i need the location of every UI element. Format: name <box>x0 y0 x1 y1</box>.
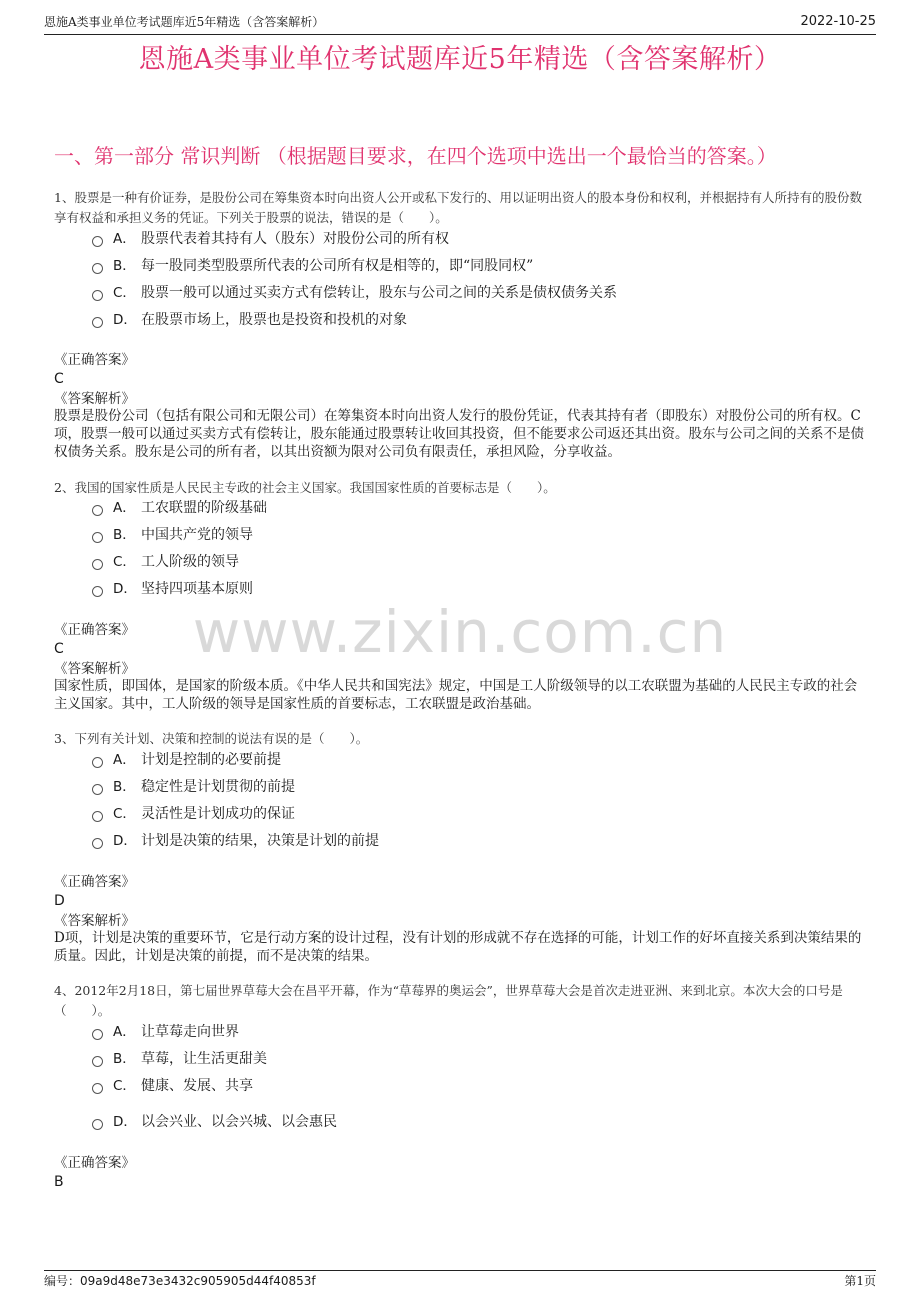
question-2-option-a[interactable]: A． 工农联盟的阶级基础 <box>92 497 267 519</box>
question-2-answer: C <box>54 641 64 657</box>
question-4-option-d[interactable]: D． 以会兴业、以会兴城、以会惠民 <box>92 1111 337 1133</box>
question-4-stem: 4、2012年2月18日，第七届世界草莓大会在昌平开幕，作为“草莓界的奥运会”，世界草莓大会是首次走进亚洲、来到北京。本次大会的口号是（ ）。 <box>54 983 843 1018</box>
page-title: 恩施A类事业单位考试题库近5年精选（含答案解析） <box>138 44 782 75</box>
analysis-label: 《答案解析》 <box>54 661 135 677</box>
header-doc-title: 恩施A类事业单位考试题库近5年精选（含答案解析） <box>44 15 325 29</box>
radio-icon[interactable] <box>92 757 103 768</box>
header-date: 2022-10-25 <box>800 14 876 29</box>
page-header <box>44 12 876 35</box>
analysis-label: 《答案解析》 <box>54 913 135 929</box>
question-1-option-d[interactable]: D． 在股票市场上，股票也是投资和投机的对象 <box>92 309 407 331</box>
radio-icon[interactable] <box>92 559 103 570</box>
question-4-option-c[interactable]: C． 健康、发展、共享 <box>92 1075 253 1097</box>
question-1-stem: 1、股票是一种有价证券，是股份公司在筹集资本时向出资人公开或私下发行的、用以证明出资人的股本身份和权利，并根据持有人所持有的股份数享有权益和承担义务的凭证。下列关于股票的说法，错误的是（ ）。 <box>54 190 862 225</box>
radio-icon[interactable] <box>92 1119 103 1130</box>
question-1-option-b[interactable]: B． 每一股同类型股票所代表的公司所有权是相等的，即“同股同权” <box>92 255 533 277</box>
question-3-stem: 3、下列有关计划、决策和控制的说法有误的是（ ）。 <box>54 731 369 746</box>
radio-icon[interactable] <box>92 1056 103 1067</box>
radio-icon[interactable] <box>92 1029 103 1040</box>
question-2-analysis: 国家性质，即国体，是国家的阶级本质。《中华人民共和国宪法》规定，中国是工人阶级领导的以工农联盟为基础的人民民主专政的社会主义国家。其中，工人阶级的领导是国家性质的首要标志，工农联盟是政治基础。 <box>54 678 858 712</box>
radio-icon[interactable] <box>92 1083 103 1094</box>
question-2-option-d[interactable]: D． 坚持四项基本原则 <box>92 578 253 600</box>
footer-id: 编号：09a9d48e73e3432c905905d44f40853f <box>44 1274 316 1288</box>
answer-label: 《正确答案》 <box>54 352 135 368</box>
page-number: 第1页 <box>844 1274 876 1288</box>
radio-icon[interactable] <box>92 586 103 597</box>
radio-icon[interactable] <box>92 317 103 328</box>
question-2-option-b[interactable]: B． 中国共产党的领导 <box>92 524 253 546</box>
radio-icon[interactable] <box>92 290 103 301</box>
question-1-option-c[interactable]: C． 股票一般可以通过买卖方式有偿转让，股东与公司之间的关系是债权债务关系 <box>92 282 617 304</box>
radio-icon[interactable] <box>92 784 103 795</box>
page-footer <box>44 1270 876 1291</box>
radio-icon[interactable] <box>92 505 103 516</box>
question-4-option-a[interactable]: A． 让草莓走向世界 <box>92 1021 239 1043</box>
radio-icon[interactable] <box>92 263 103 274</box>
radio-icon[interactable] <box>92 236 103 247</box>
question-3-option-d[interactable]: D． 计划是决策的结果，决策是计划的前提 <box>92 830 379 852</box>
question-4-answer: B <box>54 1174 64 1190</box>
radio-icon[interactable] <box>92 838 103 849</box>
question-4-option-b[interactable]: B． 草莓，让生活更甜美 <box>92 1048 267 1070</box>
question-1-analysis: 股票是股份公司（包括有限公司和无限公司）在筹集资本时向出资人发行的股份凭证，代表其持有者（即股东）对股份公司的所有权。C项，股票一般可以通过买卖方式有偿转让，股东能通过股票转让收回其投资，但不能要求公司返还其出资。股东与公司之间的关系不是债权债务关系。股东是公司的所有者，以其出资额为限对公司负有限责任，承担风险，分享收益。 <box>54 408 864 460</box>
watermark: www.zixin.com.cn <box>192 598 728 666</box>
question-3-option-c[interactable]: C． 灵活性是计划成功的保证 <box>92 803 295 825</box>
question-1-answer: C <box>54 371 64 387</box>
section-title: 一、第一部分 常识判断 （根据题目要求，在四个选项中选出一个最恰当的答案。） <box>54 144 777 168</box>
answer-label: 《正确答案》 <box>54 622 135 638</box>
radio-icon[interactable] <box>92 811 103 822</box>
answer-label: 《正确答案》 <box>54 1155 135 1171</box>
question-1-option-a[interactable]: A． 股票代表着其持有人（股东）对股份公司的所有权 <box>92 228 449 250</box>
answer-label: 《正确答案》 <box>54 874 135 890</box>
question-3-answer: D <box>54 893 65 909</box>
analysis-label: 《答案解析》 <box>54 391 135 407</box>
radio-icon[interactable] <box>92 532 103 543</box>
question-2-option-c[interactable]: C． 工人阶级的领导 <box>92 551 239 573</box>
question-3-option-b[interactable]: B． 稳定性是计划贯彻的前提 <box>92 776 295 798</box>
question-2-stem: 2、我国的国家性质是人民民主专政的社会主义国家。我国国家性质的首要标志是（ ）。 <box>54 480 556 495</box>
question-3-analysis: D项，计划是决策的重要环节，它是行动方案的设计过程，没有计划的形成就不存在选择的可能，计划工作的好坏直接关系到决策结果的质量。因此，计划是决策的前提，而不是决策的结果。 <box>54 930 862 964</box>
question-3-option-a[interactable]: A． 计划是控制的必要前提 <box>92 749 281 771</box>
